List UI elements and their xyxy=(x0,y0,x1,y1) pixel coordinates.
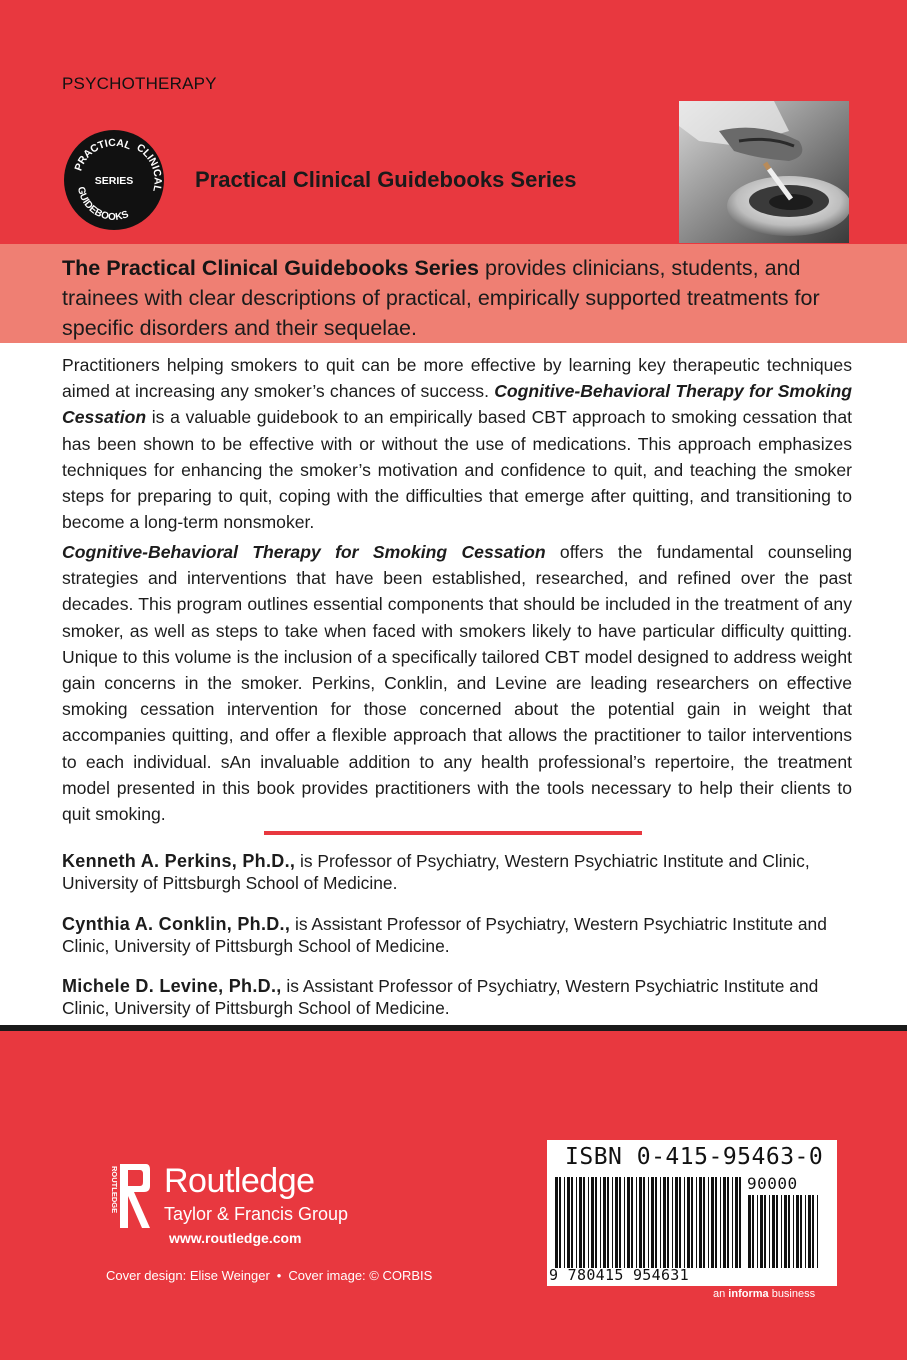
badge-bottom-text: GUIDEBOOKS xyxy=(74,185,131,224)
description-paragraph-2 xyxy=(62,539,852,827)
series-intro-band xyxy=(0,244,907,343)
isbn-addon-digits: 90000 xyxy=(747,1174,798,1193)
informa-business-note xyxy=(713,1288,815,1300)
panel-bottom-edge xyxy=(0,1025,907,1031)
section-divider xyxy=(264,831,642,835)
book-title-italic: Cognitive-Behavioral Therapy for Smoking Cessation xyxy=(62,381,852,428)
informa-brand: informa xyxy=(728,1288,769,1300)
informa-suffix: business xyxy=(768,1288,816,1300)
cover-design-credit: Cover design: Elise Weinger xyxy=(106,1268,270,1283)
addon-barcode xyxy=(746,1195,822,1268)
routledge-logo-icon xyxy=(106,1160,152,1232)
ean-digits: 9 780415 954631 xyxy=(549,1266,689,1284)
cover-image-credit: Cover image: © CORBIS xyxy=(288,1268,433,1283)
desc-1-start: Practitioners helping smokers to quit can be more effective by learning key therapeutic techniques aimed at increasing any smoker’s chances of success. xyxy=(62,355,852,402)
author-bio-text: is Professor of Psychiatry, Western Psychiatric Institute and Clinic, University of Pittsburgh School of Medicine. xyxy=(62,851,810,893)
credit-separator: • xyxy=(276,1268,282,1283)
series-badge-logo xyxy=(62,128,166,232)
author-bio-1 xyxy=(62,850,854,894)
series-intro-rest: provides clinicians, students, and trainees with clear descriptions of practical, empirically supported treatments for specific disorders and their sequelae. xyxy=(62,256,820,340)
cover-photo xyxy=(679,101,849,243)
header-section xyxy=(0,0,907,244)
author-name: Michele D. Levine, Ph.D., xyxy=(62,976,282,996)
author-bio-2 xyxy=(62,913,854,957)
informa-prefix: an xyxy=(713,1288,729,1300)
book-title-italic-2: Cognitive-Behavioral Therapy for Smoking Cessation xyxy=(62,542,546,562)
author-bio-text: is Assistant Professor of Psychiatry, Western Psychiatric Institute and Clinic, University of Pittsburgh School of Medicine. xyxy=(62,914,827,956)
author-name: Cynthia A. Conklin, Ph.D., xyxy=(62,914,291,934)
author-bio-text: is Assistant Professor of Psychiatry, Western Psychiatric Institute and Clinic, University of Pittsburgh School of Medicine. xyxy=(62,976,819,1018)
ean-barcode xyxy=(553,1177,745,1268)
author-name: Kenneth A. Perkins, Ph.D., xyxy=(62,851,296,871)
cover-credits xyxy=(106,1268,432,1283)
desc-1-end: is a valuable guidebook to an empirically based CBT approach to smoking cessation that has been shown to be effective with or without the use of medications. This approach emphasizes techniques for enhancing the smoker’s motivation and confidence to quit, and teaching the smoker steps for preparing to quit, coping with the difficulties that emerge after quitting, and transitioning to become a long-term nonsmoker. xyxy=(62,407,852,533)
series-title: Practical Clinical Guidebooks Series xyxy=(195,167,577,192)
badge-right-text: CLINICAL xyxy=(134,141,164,193)
description-paragraph-1 xyxy=(62,352,852,535)
isbn-label: ISBN 0-415-95463-0 xyxy=(565,1144,824,1170)
publisher-group: Taylor & Francis Group xyxy=(164,1204,349,1224)
series-intro-text xyxy=(62,253,862,343)
badge-top-text: PRACTICAL xyxy=(72,136,133,173)
author-bio-3 xyxy=(62,975,854,1019)
publisher-url[interactable]: www.routledge.com xyxy=(169,1230,302,1246)
badge-center-text: SERIES xyxy=(94,175,134,187)
isbn-barcode-box xyxy=(547,1140,837,1286)
publisher-name: Routledge xyxy=(164,1162,315,1200)
logo-vertical-text: ROUTLEDGE xyxy=(110,1166,119,1214)
category-label: PSYCHOTHERAPY xyxy=(62,74,217,93)
series-intro-bold: The Practical Clinical Guidebooks Series xyxy=(62,256,480,280)
desc-2-rest: offers the fundamental counseling strategies and interventions that have been established, researched, and refined over the past decades. This program outlines essential components that should be included in the treatment of any smoker, as well as steps to take when faced with smokers likely to have particular difficulty quitting. Unique to this volume is the inclusion of a specifically tailored CBT model designed to address weight gain concerns in the smoker. Perkins, Conklin, and Levine are leading researchers on effective smoking cessation intervention for those concerned about the potential gain in weight that accompanies quitting, and offer a flexible approach that allows the practitioner to tailor interventions to each individual. sAn invaluable addition to any health professional’s repertoire, the treatment model presented in this book provides practitioners with the tools necessary to help their clients to quit smoking. xyxy=(62,542,852,825)
description-panel xyxy=(0,343,907,1025)
